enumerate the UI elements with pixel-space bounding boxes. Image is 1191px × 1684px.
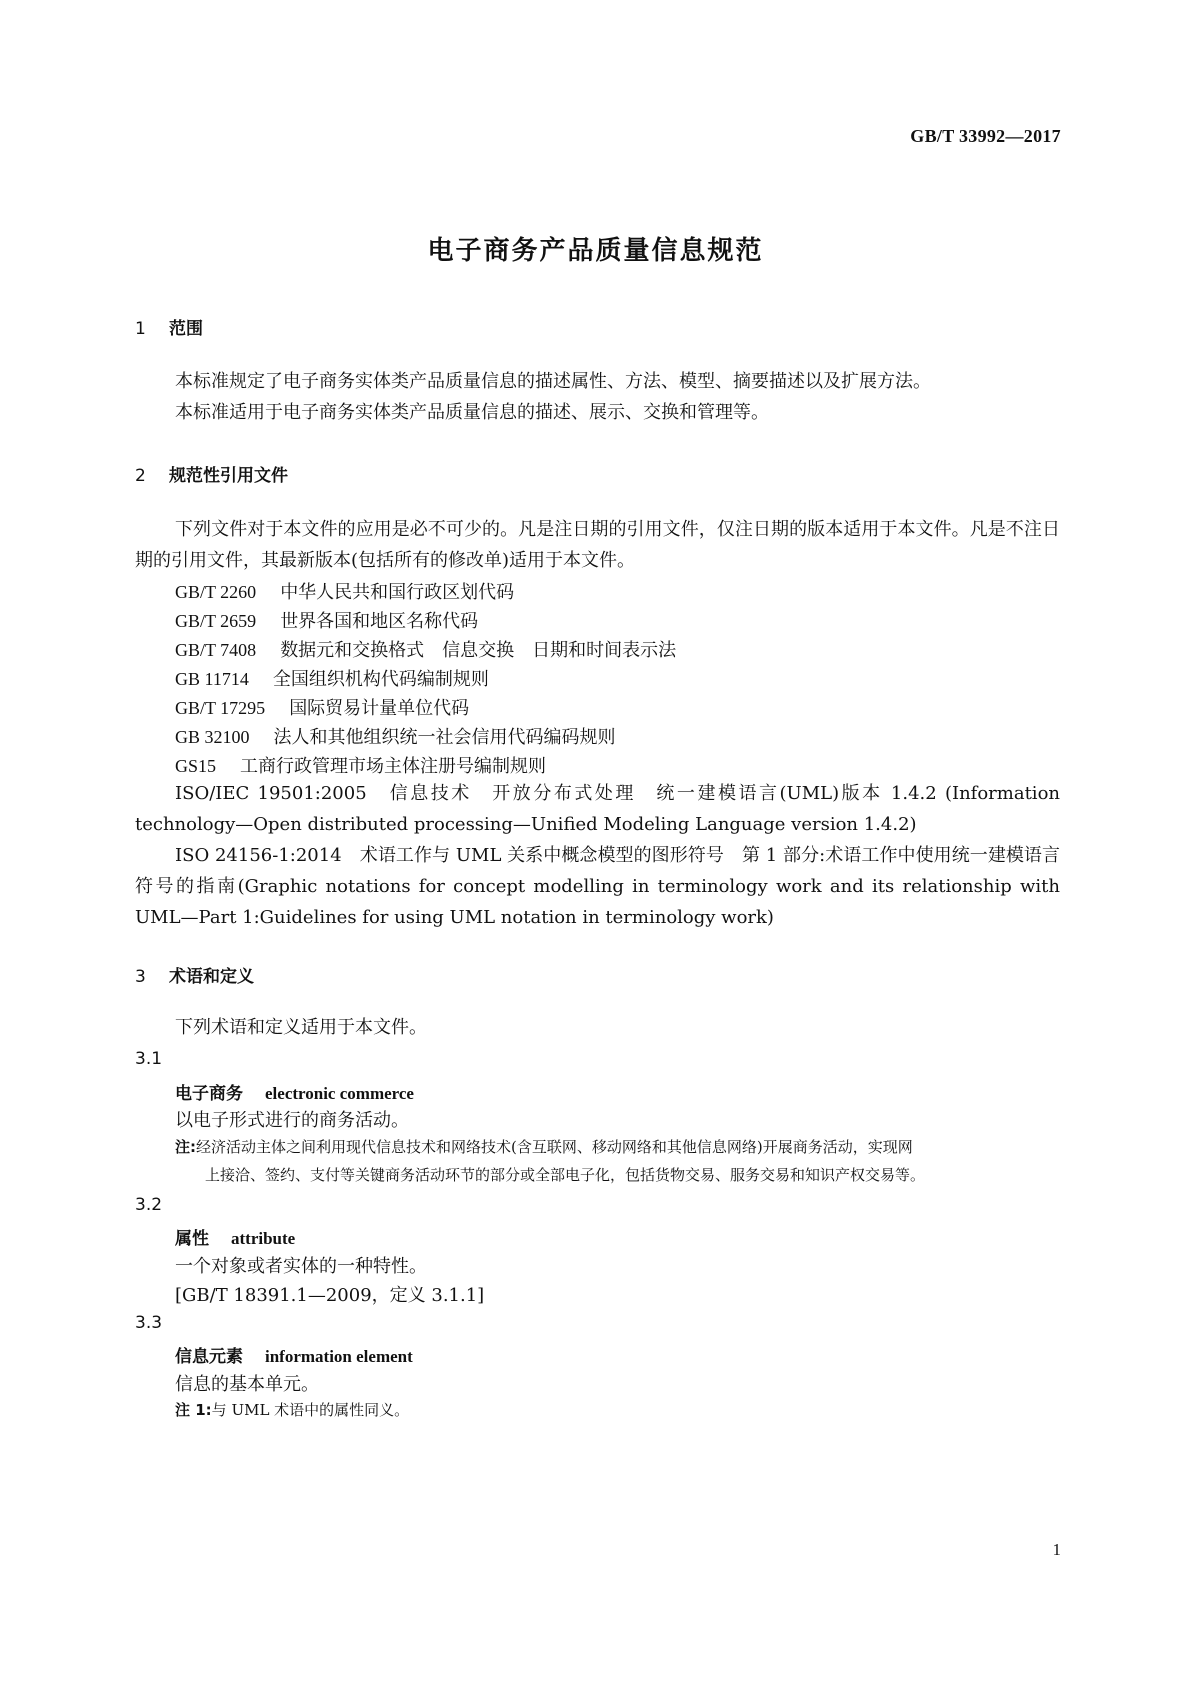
term-en: information element bbox=[265, 1347, 413, 1366]
terms-intro: 下列术语和定义适用于本文件。 bbox=[175, 1017, 427, 1038]
references-intro: 下列文件对于本文件的应用是必不可少的。凡是注日期的引用文件，仅注日期的版本适用于本文件。凡是不注日期的引用文件，其最新版本(包括所有的修改单)适用于本文件。 bbox=[135, 519, 1060, 571]
reference-item bbox=[175, 636, 676, 662]
term-note bbox=[175, 1396, 1065, 1424]
reference-code: GB/T 7408 bbox=[175, 640, 257, 660]
document-title: 电子商务产品质量信息规范 bbox=[427, 236, 764, 266]
reference-title: 数据元和交换格式 信息交换 日期和时间表示法 bbox=[280, 640, 677, 661]
reference-item bbox=[175, 578, 514, 604]
reference-code: GB 32100 bbox=[175, 727, 250, 747]
page-number: 1 bbox=[1052, 1540, 1061, 1559]
term-en: electronic commerce bbox=[265, 1084, 414, 1103]
note-line-2: 上接洽、签约、支付等关键商务活动环节的部分或全部电子化，包括货物交易、服务交易和知识产权交易等。 bbox=[205, 1166, 926, 1184]
reference-title: 国际贸易计量单位代码 bbox=[289, 698, 470, 719]
scope-paragraph-2: 本标准适用于电子商务实体类产品质量信息的描述、展示、交换和管理等。 bbox=[175, 402, 769, 423]
reference-title: 法人和其他组织统一社会信用代码编码规则 bbox=[273, 727, 616, 748]
section-number: 2 bbox=[135, 466, 146, 486]
reference-item bbox=[175, 752, 546, 778]
term-entry bbox=[175, 1342, 413, 1367]
section-title: 术语和定义 bbox=[169, 967, 254, 987]
reference-iso-19501: ISO/IEC 19501:2005 信息技术 开放分布式处理 统一建模语言(UML)版本 1.4.2 (Information technology—Open distributed processing—Unified Modeling Language version 1.4.2) bbox=[135, 783, 1060, 835]
note-label: 注 1: bbox=[175, 1401, 212, 1419]
section-number: 3 bbox=[135, 967, 146, 987]
standard-code: GB/T 33992—2017 bbox=[910, 126, 1061, 146]
reference-code: GB/T 2659 bbox=[175, 611, 257, 631]
reference-title: 世界各国和地区名称代码 bbox=[280, 611, 479, 632]
section-number: 1 bbox=[135, 319, 146, 339]
term-zh: 属性 bbox=[175, 1229, 209, 1249]
reference-item bbox=[175, 607, 478, 633]
term-entry bbox=[175, 1079, 414, 1104]
term-number: 3.1 bbox=[135, 1049, 163, 1069]
scope-paragraph-1: 本标准规定了电子商务实体类产品质量信息的描述属性、方法、模型、摘要描述以及扩展方法。 bbox=[175, 371, 931, 392]
section-title: 范围 bbox=[169, 319, 203, 339]
reference-code: GB 11714 bbox=[175, 669, 249, 689]
note-text: 与 UML 术语中的属性同义。 bbox=[211, 1401, 410, 1419]
term-definition: 一个对象或者实体的一种特性。 bbox=[175, 1256, 427, 1277]
term-number: 3.2 bbox=[135, 1195, 163, 1215]
term-zh: 电子商务 bbox=[175, 1084, 243, 1104]
reference-iso-24156: ISO 24156-1:2014 术语工作与 UML 关系中概念模型的图形符号 第 1 部分:术语工作中使用统一建模语言符号的指南(Graphic notations for concept modelling in terminology work and its relationship with UML—Part 1:Guidelines for using UML notation in terminology work) bbox=[135, 845, 1060, 928]
note-label: 注: bbox=[175, 1138, 196, 1156]
term-definition: 信息的基本单元。 bbox=[175, 1374, 319, 1395]
reference-item bbox=[175, 694, 469, 720]
reference-code: GB/T 17295 bbox=[175, 698, 266, 718]
reference-code: GB/T 2260 bbox=[175, 582, 257, 602]
section-title: 规范性引用文件 bbox=[169, 466, 288, 486]
term-number: 3.3 bbox=[135, 1313, 163, 1333]
section-3-heading bbox=[135, 962, 254, 987]
section-2-heading bbox=[135, 461, 288, 486]
reference-item bbox=[175, 723, 616, 749]
term-entry bbox=[175, 1224, 295, 1249]
term-note bbox=[175, 1133, 1065, 1189]
reference-title: 中华人民共和国行政区划代码 bbox=[280, 582, 515, 603]
reference-code: GS15 bbox=[175, 756, 217, 776]
reference-title: 全国组织机构代码编制规则 bbox=[272, 669, 489, 690]
section-1-heading bbox=[135, 314, 203, 339]
term-definition: 以电子形式进行的商务活动。 bbox=[175, 1110, 409, 1131]
reference-item bbox=[175, 665, 489, 691]
reference-title: 工商行政管理市场主体注册号编制规则 bbox=[240, 756, 547, 777]
term-source: [GB/T 18391.1—2009，定义 3.1.1] bbox=[175, 1285, 485, 1306]
term-zh: 信息元素 bbox=[175, 1347, 243, 1367]
term-en: attribute bbox=[231, 1229, 296, 1248]
note-line-1: 经济活动主体之间利用现代信息技术和网络技术(含互联网、移动网络和其他信息网络)开展商务活动，实现网 bbox=[196, 1138, 913, 1156]
